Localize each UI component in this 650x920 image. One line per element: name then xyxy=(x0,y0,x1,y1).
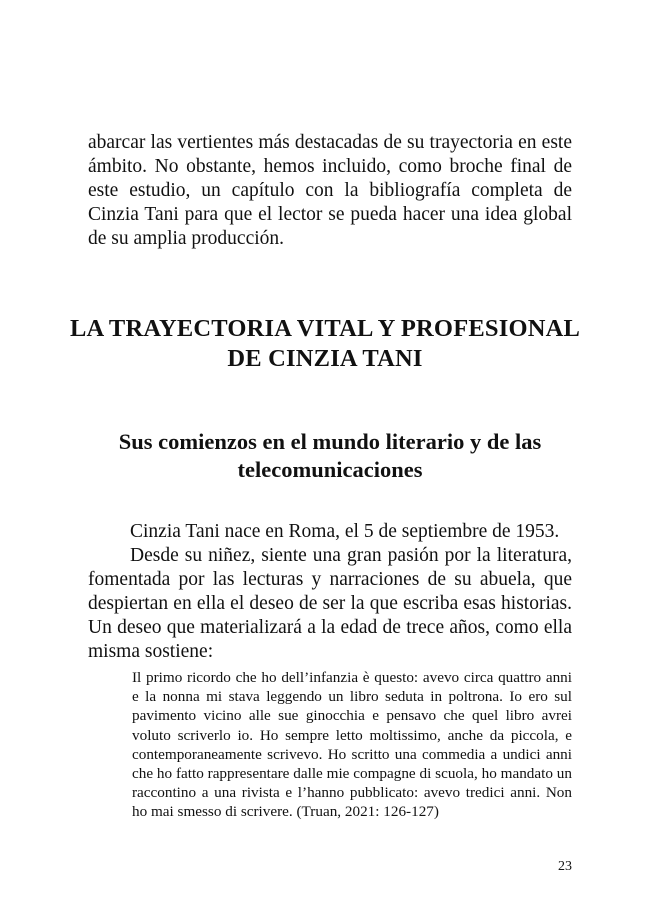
block-quote: Il primo ricordo che ho dell’infanzia è questo: avevo circa quattro anni e la nonna mi stava leggendo un libro seduta in poltrona. Io ero sul pavimento vicino alle sue ginocchia e pensavo che quel libro avrei voluto scriverlo io. Ho sempre letto moltissimo, anche da piccola, e contemporaneamente scrivevo. Ho scritto una commedia a undici anni che ho fatto rappresentare dalle mie compagne di scuola, ho mandato un raccontino a una rivista e l’hanno pubblicato: avevo tredici anni. Non ho mai smesso di scrivere. (Truan, 2021: 126-127) xyxy=(132,669,572,821)
body-paragraph-birth: Cinzia Tani nace en Roma, el 5 de septiembre de 1953. xyxy=(130,521,560,542)
intro-paragraph: abarcar las vertientes más destacadas de su trayectoria en este ámbito. No obstante, hemos incluido, como broche final de este estudio, un capítulo con la bibliografía completa de Cinzia Tani para que el lector se pueda hacer una idea global de su amplia producción. xyxy=(88,132,572,249)
section-title-line-2: telecomunicaciones xyxy=(237,457,423,482)
section-title-line-1: Sus comienzos en el mundo literario y de las xyxy=(118,429,542,454)
chapter-title xyxy=(60,314,590,374)
body-paragraph-childhood: Desde su niñez, siente una gran pasión por la literatura, fomentada por las lecturas y narraciones de su abuela, que despiertan en ella el deseo de ser la que escriba esas historias. Un deseo que materializará a la edad de trece años, como ella misma sostiene: xyxy=(88,545,572,662)
section-title xyxy=(90,428,570,484)
chapter-title-line-2: DE CINZIA TANI xyxy=(227,345,423,372)
page-number: 23 xyxy=(558,859,572,874)
chapter-title-line-1: LA TRAYECTORIA VITAL Y PROFESIONAL xyxy=(69,315,581,342)
